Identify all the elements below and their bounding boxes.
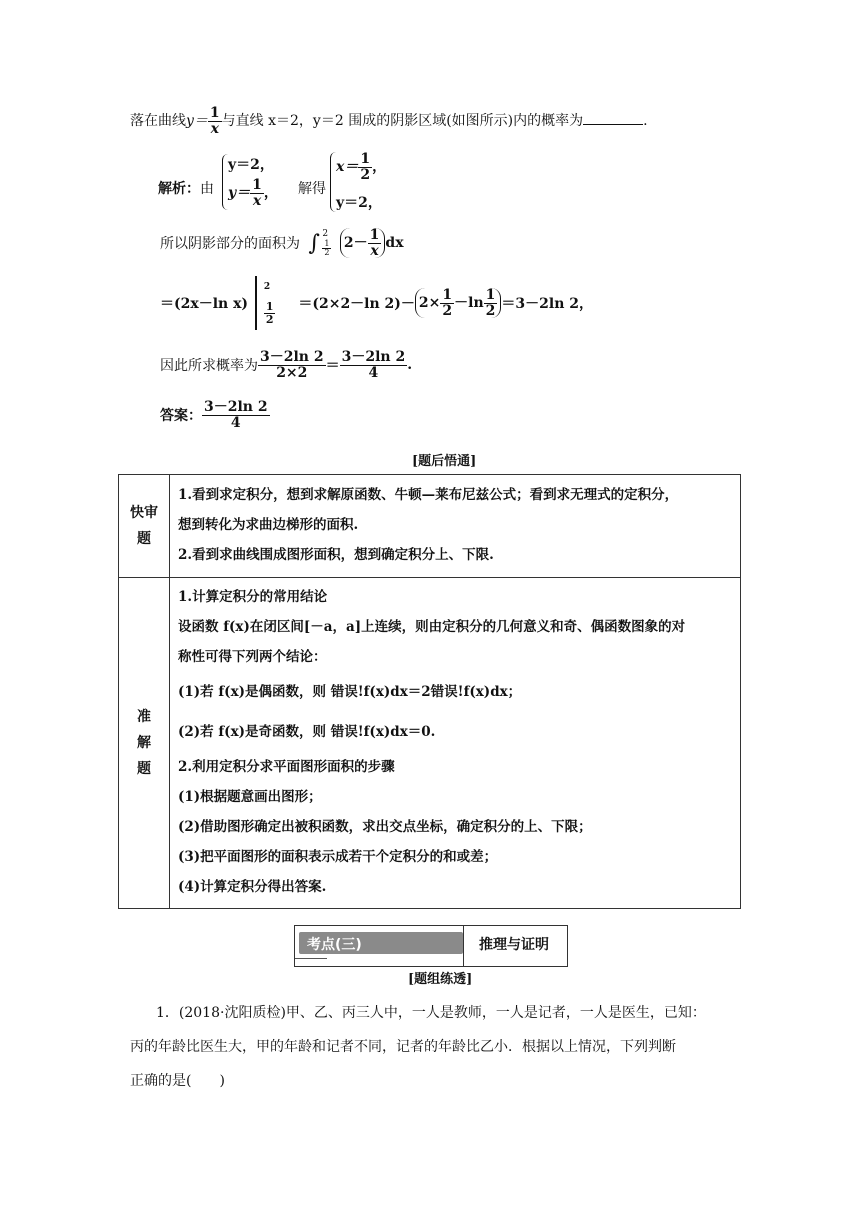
section-heading-after: [题后悟通]	[412, 454, 477, 469]
kaodian-divider	[463, 926, 464, 966]
curve-lhs: y＝	[186, 113, 208, 130]
integral-sign: ∫	[308, 230, 320, 256]
prob-frac-2: $\frac{3-2\ln 2}{4}$	[341, 349, 406, 381]
problem-end: .	[643, 113, 648, 130]
eval-lhs: ＝(2x－ln x)	[160, 296, 249, 312]
sys1-eq1: y＝2，	[228, 157, 274, 173]
question-line: 正确的是( )	[130, 1073, 225, 1089]
prob-text: 因此所求概率为	[160, 358, 258, 375]
probability-line: 因此所求概率为 $\frac{3-2\ln 2}{2\times 2}$ ＝ $\frac{3-2\ln 2}{4}$ .	[160, 349, 413, 381]
system-2	[330, 150, 390, 216]
sys2-eq1: x＝ $\frac{1}{2}$ ，	[336, 151, 387, 183]
integral-dx: dx	[385, 235, 404, 252]
answer-blank	[583, 112, 643, 125]
answer-line	[160, 400, 270, 430]
integral-limits: 2 $\frac{1}{2}$	[322, 228, 330, 258]
sys2-eq2: y＝2，	[336, 195, 382, 211]
prob-frac-1: $\frac{3-2\ln 2}{2\times 2}$	[260, 349, 324, 381]
area-text: 所以阴影部分的面积为	[160, 236, 300, 253]
eval-mid: ＝(2×2－ln 2)－	[298, 296, 415, 312]
eval-bar	[255, 276, 257, 330]
question-1	[130, 996, 706, 1098]
eval-inner: 2× $\frac{1}{2}$ －ln $\frac{1}{2}$	[415, 288, 501, 318]
solution-label: 解析：由	[158, 181, 214, 197]
row-body-accurate-solve: 1.计算定积分的常用结论 设函数 f(x)在闭区间[－a，a]上连续，则由定积分的几何意义和奇、偶函数图象的对 称性可得下列两个结论： (1)若 f(x)是偶函数，则 错误!f(x)dx＝2错误!f(x)dx； (2)若 f(x)是奇函数，则 错误!f(x)dx＝0. 2.利用定积分求平面图形面积的步骤 (1)根据题意画出图形； (2)借助图形确定出被积函数，求出交点坐标，确定积分的上、下限； (3)把平面图形的面积表示成若干个定积分的和或差； (4)计算定积分得出答案.	[170, 578, 741, 909]
jiede-label: 解得	[298, 181, 326, 197]
system-1	[222, 152, 282, 214]
curve-fraction: $\frac{1}{x}$	[209, 105, 220, 137]
table-row	[119, 475, 741, 578]
answer-fraction: $\frac{3-2\ln 2}{4}$	[204, 399, 268, 431]
evaluation-line	[160, 276, 593, 336]
table-row	[119, 578, 741, 909]
kaodian-title: 推理与证明	[479, 937, 549, 953]
integrand: 2－ $\frac{1}{x}$	[340, 228, 386, 258]
row-head-accurate-solve: 准 解 题	[119, 578, 170, 909]
eval-result: ＝3－2ln 2，	[501, 296, 594, 312]
area-line	[160, 228, 404, 268]
kaodian-banner	[294, 925, 568, 967]
problem-prefix: 落在曲线	[130, 113, 186, 130]
kaodian-tag-underline	[295, 954, 327, 959]
kaodian-label: 考点(三)	[307, 937, 362, 953]
row-body-quick-review: 1.看到求定积分，想到求解原函数、牛顿—莱布尼兹公式；看到求无理式的定积分， 想到转化为求曲边梯形的面积. 2.看到求曲线围成图形面积，想到确定积分上、下限.	[170, 475, 741, 578]
sys1-eq2: y＝ $\frac{1}{x}$ ，	[228, 177, 278, 209]
question-line: 丙的年龄比医生大，甲的年龄和记者不同，记者的年龄比乙小．根据以上情况，下列判断	[130, 1039, 676, 1055]
kaodian-tag	[299, 932, 463, 954]
section-heading-group: [题组练透]	[408, 972, 473, 987]
eval-limits: 2 $\frac{1}{2}$	[263, 281, 274, 326]
answer-label: 答案：	[160, 408, 202, 425]
row-head-quick-review: 快审 题	[119, 475, 170, 578]
question-line: 1．(2018·沈阳质检)甲、乙、丙三人中，一人是教师，一人是记者，一人是医生，已知：	[156, 1005, 706, 1021]
problem-statement	[130, 106, 648, 136]
summary-table	[118, 474, 741, 909]
problem-mid: 与直线 x＝2，y＝2 围成的阴影区域(如图所示)内的概率为	[221, 113, 584, 130]
